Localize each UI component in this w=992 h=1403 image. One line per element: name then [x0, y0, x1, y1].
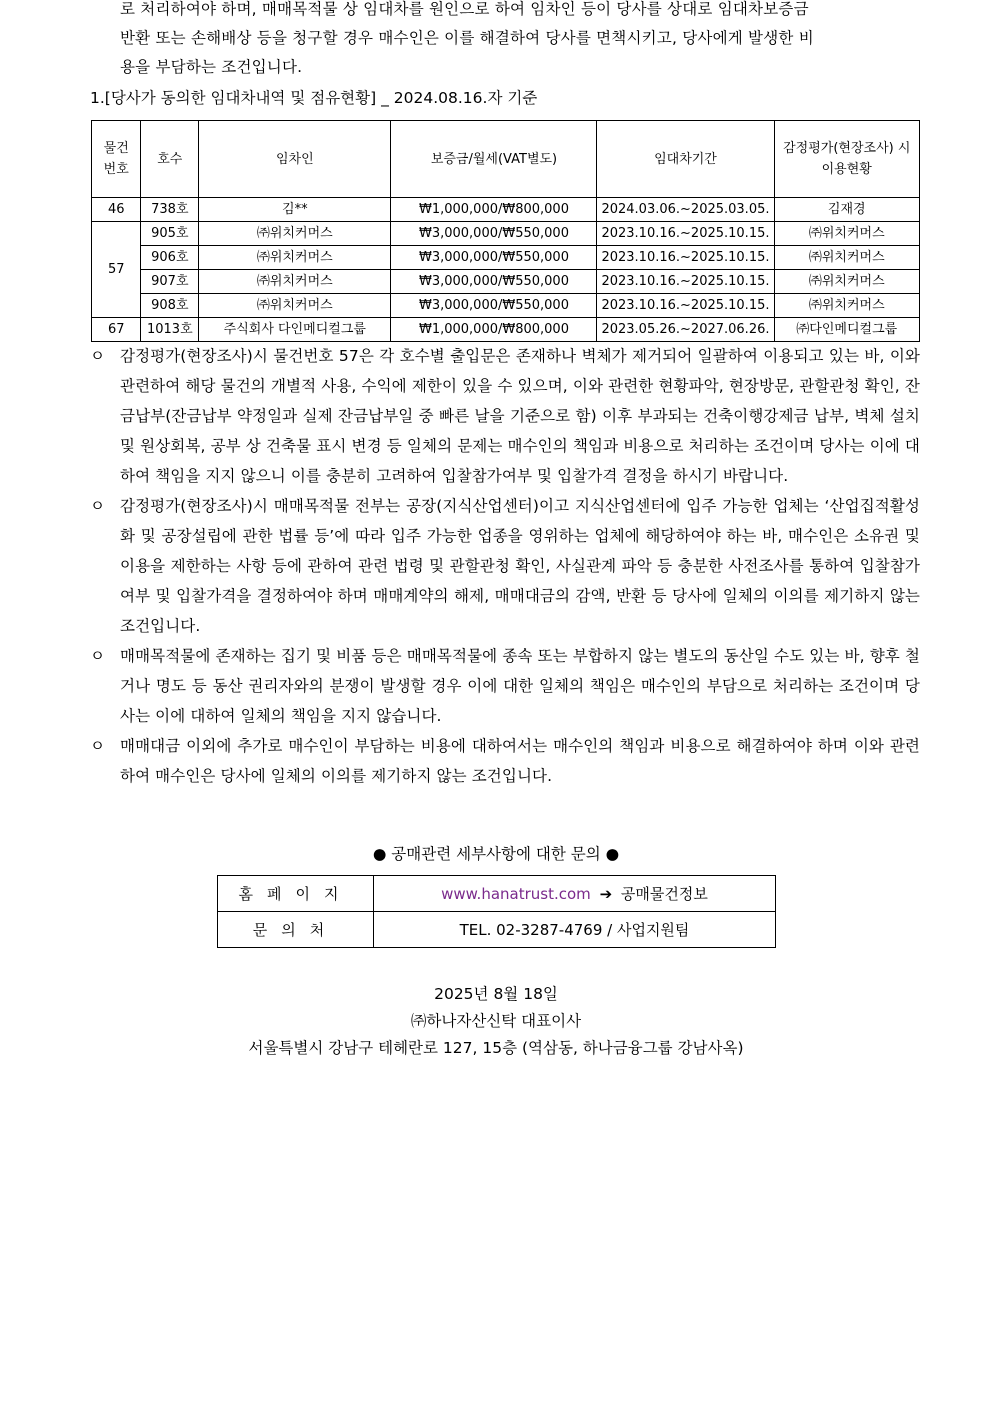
table-row: [92, 198, 920, 222]
table-row: [218, 912, 776, 948]
intro-line: 로 처리하여야 하며, 매매목적물 상 임대차를 원인으로 하여 임차인 등이 당사를 상대로 임대차보증금: [120, 0, 809, 18]
cell-tenant: ㈜위치커머스: [199, 270, 391, 294]
cell-deposit: ₩3,000,000/₩550,000: [391, 246, 597, 270]
cell-usage: ㈜위치커머스: [774, 222, 920, 246]
contact-label: 문의처: [218, 912, 374, 948]
homepage-link[interactable]: www.hanatrust.com: [441, 885, 591, 903]
cell-tenant: 김**: [199, 198, 391, 222]
cell-tenant: ㈜위치커머스: [199, 246, 391, 270]
cell-deposit: ₩3,000,000/₩550,000: [391, 270, 597, 294]
cell-usage: ㈜다인메디컬그룹: [774, 318, 920, 342]
list-item: [90, 731, 920, 791]
cell-deposit: ₩1,000,000/₩800,000: [391, 198, 597, 222]
right-arrow-icon: ➔: [599, 885, 613, 903]
contact-value: TEL. 02-3287-4769 / 사업지원팀: [374, 912, 776, 948]
list-item: [90, 491, 920, 641]
lease-table-header: [92, 121, 920, 198]
list-item: [90, 341, 920, 491]
header-item-no: 물건 번호: [92, 121, 141, 198]
cell-usage: 김재경: [774, 198, 920, 222]
conditions-list: [90, 341, 920, 791]
cell-deposit: ₩1,000,000/₩800,000: [391, 318, 597, 342]
cell-period: 2023.10.16.~2025.10.15.: [597, 246, 774, 270]
cell-unit: 1013호: [141, 318, 199, 342]
list-item-text: 감정평가(현장조사)시 물건번호 57은 각 호수별 출입문은 존재하나 벽체가 제거되어 일괄하여 이용되고 있는 바, 이와 관련하여 해당 물건의 개별적 사용, 수익에 제한이 있을 수 있으며, 이와 관련한 현황파악, 현장방문, 관할관청 확인, 잔금납부(잔금납부 약정일과 실제 잔금납부일 중 빠른 날을 기준으로 함) 이후 부과되는 건축이행강제금 납부, 벽체 설치 및 원상회복, 공부 상 건축물 표시 변경 등 일체의 문제는 매수인의 책임과 비용으로 처리하는 조건이며 당사는 이에 대하여 책임을 지지 않으니 이를 충분히 고려하여 입찰참가여부 및 입찰가격 결정을 하시기 바랍니다.: [120, 347, 920, 485]
cell-period: 2023.10.16.~2025.10.15.: [597, 270, 774, 294]
table-row: [92, 294, 920, 318]
cell-unit: 738호: [141, 198, 199, 222]
header-tenant: 임차인: [199, 121, 391, 198]
bullet-icon: ㅇ: [90, 497, 106, 515]
cell-deposit: ₩3,000,000/₩550,000: [391, 294, 597, 318]
cell-period: 2023.10.16.~2025.10.15.: [597, 222, 774, 246]
cell-tenant: ㈜위치커머스: [199, 222, 391, 246]
cell-usage: ㈜위치커머스: [774, 294, 920, 318]
homepage-label: 홈페이지: [218, 876, 374, 912]
footer-date: 2025년 8월 18일: [434, 985, 558, 1003]
list-item-text: 매매대금 이외에 추가로 매수인이 부담하는 비용에 대하여서는 매수인의 책임과 비용으로 해결하여야 하며 이와 관련하여 매수인은 당사에 일체의 이의를 제기하지 않는 조건입니다.: [120, 737, 920, 785]
cell-usage: ㈜위치커머스: [774, 270, 920, 294]
cell-period: 2023.10.16.~2025.10.15.: [597, 294, 774, 318]
list-item-text: 매매목적물에 존재하는 집기 및 비품 등은 매매목적물에 종속 또는 부합하지 않는 별도의 동산일 수도 있는 바, 향후 철거나 명도 등 동산 권리자와의 분쟁이 발생할 경우 이에 대한 일체의 책임은 매수인의 부담으로 처리하는 조건이며 당사는 이에 대하여 일체의 책임을 지지 않습니다.: [120, 647, 920, 725]
table-row: [92, 222, 920, 246]
cell-tenant: 주식회사 다인메디컬그룹: [199, 318, 391, 342]
inquiry-table: [217, 875, 776, 948]
list-item: [90, 641, 920, 731]
intro-line: 반환 또는 손해배상 등을 청구할 경우 매수인은 이를 해결하여 당사를 면책시키고, 당사에게 발생한 비: [120, 29, 814, 47]
cell-unit: 906호: [141, 246, 199, 270]
cell-usage: ㈜위치커머스: [774, 246, 920, 270]
cell-no: 57: [92, 222, 141, 318]
cell-unit: 907호: [141, 270, 199, 294]
list-item-text: 감정평가(현장조사)시 매매목적물 전부는 공장(지식산업센터)이고 지식산업센터에 입주 가능한 업체는 ‘산업집적활성화 및 공장설립에 관한 법률 등’에 따라 입주 가능한 업종을 영위하는 업체에 해당하여야 하는 바, 매수인은 소유권 및 이용을 제한하는 사항 등에 관하여 관련 법령 및 관할관청 확인, 사실관계 파악 등 충분한 사전조사를 통하여 입찰참가여부 및 입찰가격을 결정하여야 하며 매매계약의 해제, 매매대금의 감액, 반환 등 당사에 일체의 이의를 제기하지 않는 조건입니다.: [120, 497, 920, 635]
header-unit: 호수: [141, 121, 199, 198]
lease-table: [91, 120, 920, 342]
table-row: [92, 318, 920, 342]
cell-no: 46: [92, 198, 141, 222]
homepage-cell: [374, 876, 776, 912]
section-title: 1.[당사가 동의한 임대차내역 및 점유현황] _ 2024.08.16.자 기준: [90, 89, 538, 107]
bullet-icon: ㅇ: [90, 647, 106, 665]
cell-tenant: ㈜위치커머스: [199, 294, 391, 318]
table-row: [218, 876, 776, 912]
header-usage: 감정평가(현장조사) 시 이용현황: [774, 121, 920, 198]
cell-period: 2023.05.26.~2027.06.26.: [597, 318, 774, 342]
intro-paragraph: [120, 0, 920, 82]
inquiry-heading: ● 공매관련 세부사항에 대한 문의 ●: [372, 845, 620, 863]
bullet-icon: ㅇ: [90, 347, 106, 365]
table-row: [92, 270, 920, 294]
cell-unit: 905호: [141, 222, 199, 246]
header-deposit: 보증금/월세(VAT별도): [391, 121, 597, 198]
cell-unit: 908호: [141, 294, 199, 318]
cell-deposit: ₩3,000,000/₩550,000: [391, 222, 597, 246]
footer-address: 서울특별시 강남구 테헤란로 127, 15층 (역삼동, 하나금융그룹 강남사옥): [248, 1039, 744, 1057]
footer-company: ㈜하나자산신탁 대표이사: [410, 1012, 582, 1030]
header-period: 임대차기간: [597, 121, 774, 198]
bullet-icon: ㅇ: [90, 737, 106, 755]
cell-period: 2024.03.06.~2025.03.05.: [597, 198, 774, 222]
homepage-target: 공매물건정보: [620, 885, 708, 903]
intro-line: 용을 부담하는 조건입니다.: [120, 58, 303, 76]
cell-no: 67: [92, 318, 141, 342]
table-row: [92, 246, 920, 270]
